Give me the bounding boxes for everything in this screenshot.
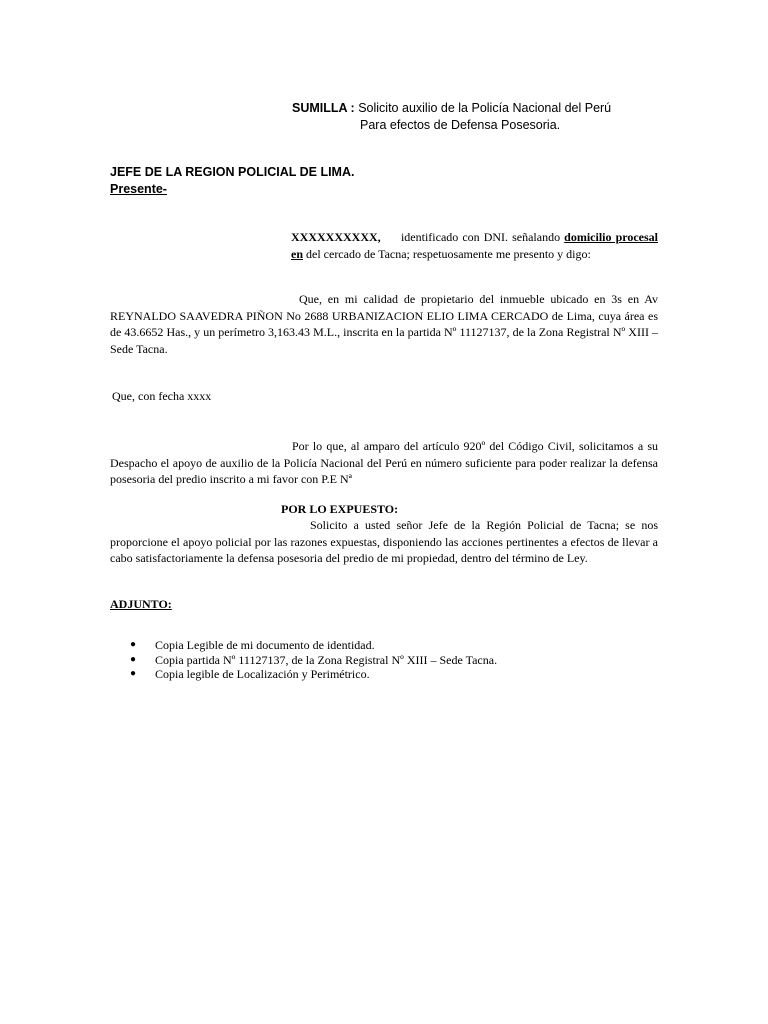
paragraph-date: Que, con fecha xxxx: [112, 389, 212, 403]
bullet-icon: ●: [130, 653, 137, 665]
paragraph-property: [110, 291, 658, 357]
sumilla-line-1: [292, 100, 611, 117]
sumilla-subject: Solicito auxilio de la Policía Nacional del Perú: [358, 101, 612, 115]
bullet-icon: ●: [130, 668, 137, 679]
attachment-label: Copia Legible de mi documento de identidad.: [155, 638, 375, 652]
paragraph-property-text: Que, en mi calidad de propietario del inmueble ubicado en 3s en Av REYNALDO SAAVEDRA PIÑON No 2688 URBANIZACION ELIO LIMA CERCADO de Lima, cuya área es de 43.6652 Has., y un perímetro 3,163.43 M.L., inscrita en la partida Nº 11127137, de la Zona Registral Nº XIII – Sede Tacna.: [110, 292, 658, 356]
sumilla-label: SUMILLA :: [292, 101, 355, 115]
list-item: [130, 667, 497, 682]
attachments-list: [130, 638, 497, 682]
intro-text-2: del cercado de Tacna; respetuosamente me presento y digo:: [306, 246, 591, 261]
expuesto-text: Solicito a usted señor Jefe de la Región Policial de Tacna; se nos proporcione el apoyo policial por las razones expuestas, disponiendo las acciones pertinentes a efectos de llevar a cabo satisfactoriamente la defensa posesoria del predio de mi propiedad, dentro del término de Ley.: [110, 518, 658, 566]
paragraph-request: [110, 438, 658, 488]
expuesto-heading: POR LO EXPUESTO:: [281, 502, 399, 516]
attachment-label: Copia legible de Localización y Perimétrico.: [155, 667, 370, 681]
sumilla-line-2: Para efectos de Defensa Posesoria.: [360, 118, 561, 132]
adjunto-heading: ADJUNTO:: [110, 597, 172, 611]
sumilla-block: [292, 100, 611, 134]
intro-paragraph: [291, 229, 658, 262]
recipient-title: JEFE DE LA REGION POLICIAL DE LIMA.: [110, 165, 355, 179]
expuesto-paragraph: [110, 517, 658, 567]
attachment-label: Copia partida Nº 11127137, de la Zona Registral Nº XIII – Sede Tacna.: [155, 652, 498, 667]
recipient-block: [110, 164, 354, 198]
intro-text-1: identificado con DNI. señalando: [400, 230, 561, 244]
list-item: [130, 638, 497, 653]
domicilio-procesal: domicilio procesal en: [291, 230, 659, 261]
paragraph-request-text: Por lo que, al amparo del artículo 920º del Código Civil, solicitamos a su Despacho el apoyo de auxilio de la Policía Nacional del Perú en número suficiente para poder realizar la defensa posesoria del predio inscrito a mi favor con P.E Nª: [110, 439, 658, 487]
bullet-icon: ●: [130, 639, 137, 650]
presente-label: Presente-: [110, 182, 167, 196]
applicant-name: XXXXXXXXXX,: [291, 230, 381, 244]
list-item: [130, 653, 497, 668]
